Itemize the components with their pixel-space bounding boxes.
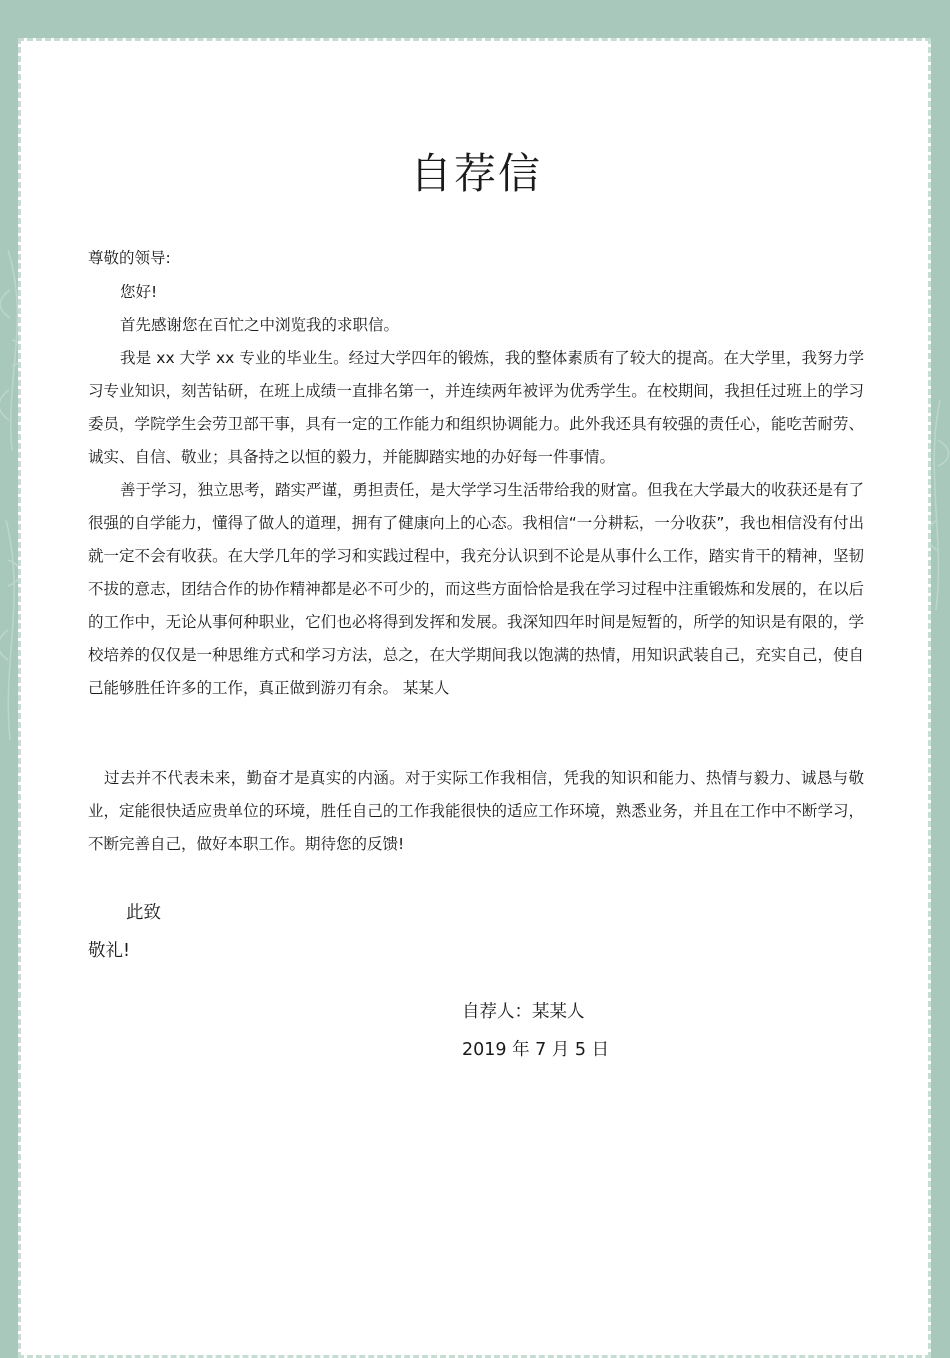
body-paragraph-3: 过去并不代表未来，勤奋才是真实的内涵。对于实际工作我相信，凭我的知识和能力、热情与毅力、诚恳与敬业，定能很快适应贵单位的环境，胜任自己的工作我能很快的适应工作环境，熟悉业务，并且在工作中不断学习，不断完善自己，做好本职工作。期待您的反馈! — [88, 769, 864, 853]
letter-date: 2019 年 7 月 5 日 — [462, 1040, 610, 1060]
letter-title: 自荐信 — [409, 149, 542, 198]
greeting: 您好! — [120, 283, 158, 301]
body-paragraph-2: 善于学习，独立思考，踏实严谨，勇担责任，是大学学习生活带给我的财富。但我在大学最大的收获还是有了很强的自学能力，懂得了做人的道理，拥有了健康向上的心态。我相信“一分耕耘，一分收获”，我也相信没有付出就一定不会有收获。在大学几年的学习和实践过程中，我充分认识到不论是从事什么工作，踏实肯干的精神，坚韧不拔的意志，团结合作的协作精神都是必不可少的，而这些方面恰恰是我在学习过程中注重锻炼和发展的，在以后的工作中，无论从事何种职业，它们也必将得到发挥和发展。我深知四年时间是短暂的，所学的知识是有限的，学校培养的仅仅是一种思维方式和学习方法，总之，在大学期间我以饱满的热情，用知识武装自己，充实自己，使自己能够胜任许多的工作，真正做到游刃有余。 某某人 — [88, 481, 865, 697]
signature: 自荐人：某某人 — [462, 1002, 585, 1022]
salutation: 尊敬的领导: — [88, 249, 171, 267]
intro-paragraph: 首先感谢您在百忙之中浏览我的求职信。 — [120, 316, 400, 334]
body-paragraph-1: 我是 xx 大学 xx 专业的毕业生。经过大学四年的锻炼，我的整体素质有了较大的提高。在大学里，我努力学习专业知识，刻苦钻研，在班上成绩一直排名第一，并连续两年被评为优秀学生。在校期间，我担任过班上的学习委员，学院学生会劳卫部干事，具有一定的工作能力和组织协调能力。此外我还具有较强的责任心，能吃苦耐劳、诚实、自信、敬业；具备持之以恒的毅力，并能脚踏实地的办好每一件事情。 — [88, 349, 864, 466]
closing-salute: 此致 — [126, 903, 161, 923]
closing-regards: 敬礼! — [88, 941, 131, 961]
